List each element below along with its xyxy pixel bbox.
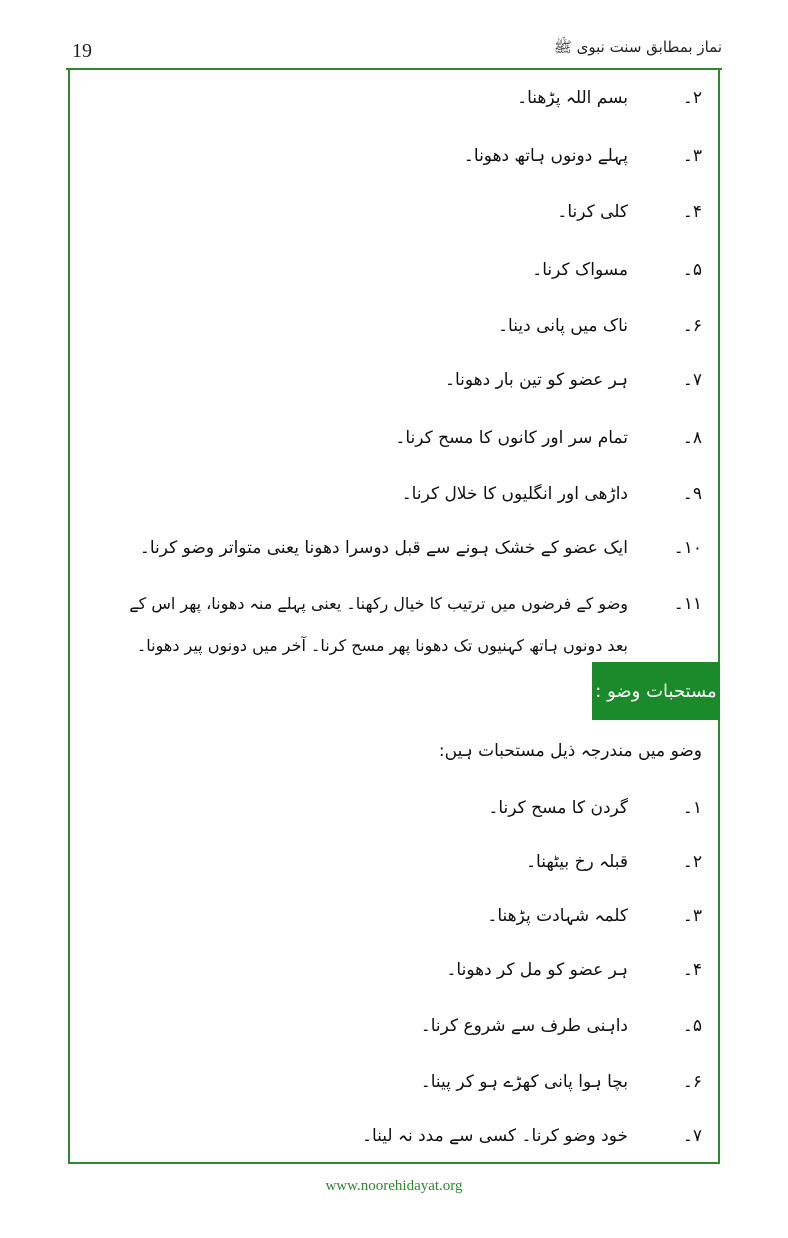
item-number: ۵۔ bbox=[682, 260, 702, 280]
item-number: ۶۔ bbox=[682, 316, 702, 336]
item-number: ۶۔ bbox=[682, 1072, 702, 1092]
item-number: ۸۔ bbox=[682, 428, 702, 448]
section-heading: مستحبات وضو : bbox=[592, 662, 720, 720]
item-number: ۵۔ bbox=[682, 1016, 702, 1036]
item-number: ۹۔ bbox=[682, 484, 702, 504]
item-number: ۳۔ bbox=[682, 906, 702, 926]
item-text: ہر عضو کو مل کر دھونا۔ bbox=[446, 960, 628, 980]
item-text: ایک عضو کے خشک ہونے سے قبل دوسرا دھونا یعنی متواتر وضو کرنا۔ bbox=[139, 538, 628, 558]
item-text: پہلے دونوں ہاتھ دھونا۔ bbox=[463, 146, 628, 166]
item-number: ۷۔ bbox=[682, 370, 702, 390]
item-text: بسم اللہ پڑھنا۔ bbox=[517, 88, 628, 108]
item-text: داہنی طرف سے شروع کرنا۔ bbox=[420, 1016, 628, 1036]
item-text: ناک میں پانی دینا۔ bbox=[498, 316, 628, 336]
item-number: ۳۔ bbox=[682, 146, 702, 166]
item-text: گردن کا مسح کرنا۔ bbox=[488, 798, 628, 818]
page-number: 19 bbox=[72, 40, 92, 62]
item-text: خود وضو کرنا۔ کسی سے مدد نہ لینا۔ bbox=[362, 1126, 628, 1146]
item-text: مسواک کرنا۔ bbox=[532, 260, 628, 280]
running-title: نماز بمطابق سنت نبوی ﷺ bbox=[553, 38, 722, 56]
item-number: ۲۔ bbox=[682, 88, 702, 108]
item-text: کلی کرنا۔ bbox=[557, 202, 628, 222]
item-text: کلمہ شہادت پڑھنا۔ bbox=[487, 906, 628, 926]
footer-url[interactable]: www.noorehidayat.org bbox=[325, 1178, 463, 1194]
item-number: ۱۔ bbox=[682, 798, 702, 818]
item-number: ۲۔ bbox=[682, 852, 702, 872]
item-text: بچا ہوا پانی کھڑے ہو کر پینا۔ bbox=[420, 1072, 628, 1092]
item-text: داڑھی اور انگلیوں کا خلال کرنا۔ bbox=[401, 484, 628, 504]
item-number: ۷۔ bbox=[682, 1126, 702, 1146]
item-number: ۱۰۔ bbox=[673, 538, 702, 558]
item-text: قبلہ رخ بیٹھنا۔ bbox=[526, 852, 628, 872]
content-border bbox=[68, 70, 720, 1164]
list-item-continuation: بعد دونوں ہاتھ کہنیوں تک دھونا پھر مسح کرنا۔ آخر میں دونوں پیر دھونا۔ bbox=[136, 636, 628, 655]
item-number: ۴۔ bbox=[682, 960, 702, 980]
item-text: تمام سر اور کانوں کا مسح کرنا۔ bbox=[395, 428, 628, 448]
item-text: وضو کے فرضوں میں ترتیب کا خیال رکھنا۔ یعنی پہلے منہ دھونا، پھر اس کے bbox=[129, 594, 628, 613]
section-intro: وضو میں مندرجہ ذیل مستحبات ہیں: bbox=[438, 741, 702, 761]
item-number: ۴۔ bbox=[682, 202, 702, 222]
item-text: ہر عضو کو تین بار دھونا۔ bbox=[444, 370, 628, 390]
item-number: ۱۱۔ bbox=[673, 594, 702, 614]
